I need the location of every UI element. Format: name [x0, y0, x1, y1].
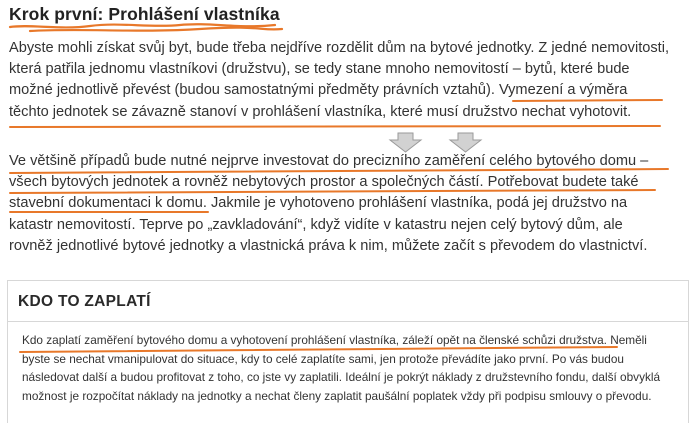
paragraph-line: katastr nemovitostí. Teprve po „zavkladování“, když vidíte v katastru nejen celý bytový dům, ale: [9, 216, 623, 233]
paragraph-line: Abyste mohli získat svůj byt, bude třeba nejdříve rozdělit dům na bytové jednotky. Z jedné nemovitosti,: [9, 40, 670, 56]
info-box-title: KDO TO ZAPLATÍ: [18, 293, 151, 310]
heading-squiggle: [10, 24, 282, 31]
arrow-down-icon: [450, 133, 481, 152]
paragraph-line: všech bytových jednotek a rovněž nebytových prostor a společných částí. Potřebovat budete také: [9, 174, 639, 191]
info-box-text: [22, 331, 660, 405]
paragraph-surveying: [9, 151, 648, 257]
info-box-divider: [8, 321, 688, 322]
info-box-line: byste se nechat vmanipulovat do situace, kdy to celé zaplatíte sami, jen protože převádíte jako první. Po vás budou: [22, 351, 624, 366]
arrow-down-icon: [390, 133, 421, 152]
info-box-line: možnost je rozpočítat náklady na jednotky a nechat členy zaplatit paušální poplatek vždy při podpisu smlouvy o převodu.: [22, 388, 652, 403]
page-title: Krok první: Prohlášení vlastníka: [9, 4, 280, 24]
underline-tehto-jednotek: [10, 126, 660, 127]
paragraph-line: stavební dokumentaci k domu. Jakmile je vyhotoveno prohlášení vlastníka, podá jej družstvo na: [9, 195, 628, 212]
paragraph-line: která patřila jednomu vlastníkovi (družstvu), se tedy stane mnoho nemovitostí – bytů, které bude: [9, 61, 630, 78]
paragraph-line: rovněž jednotlivé bytové jednotky a vlastnická práva k nim, můžete začít s převodem do vlastnictví.: [9, 237, 648, 254]
paragraph-line: těchto jednotek se závazně stanoví v prohlášení vlastníka, které musí družstvo nechat vyhotovit.: [9, 103, 632, 120]
paragraph-line: možné jednotlivě převést (budou samostatnými předměty právních vztahů). Vymezení a výměra: [9, 82, 628, 99]
info-box-line: Kdo zaplatí zaměření bytového domu a vyhotovení prohlášení vlastníka, záleží opět na členské schůzi družstva. Neměli: [22, 333, 647, 347]
paragraph-intro: [9, 38, 669, 123]
info-box-line: následovat další a budou profitovat z toho, co jste vy zaplatili. Ideální je pokrýt náklady z družstevního fondu, další obvyklá: [22, 370, 661, 384]
paragraph-line: Ve většině případů bude nutné nejprve investovat do precizního zaměření celého bytového domu –: [9, 153, 649, 169]
info-box: [7, 280, 689, 423]
